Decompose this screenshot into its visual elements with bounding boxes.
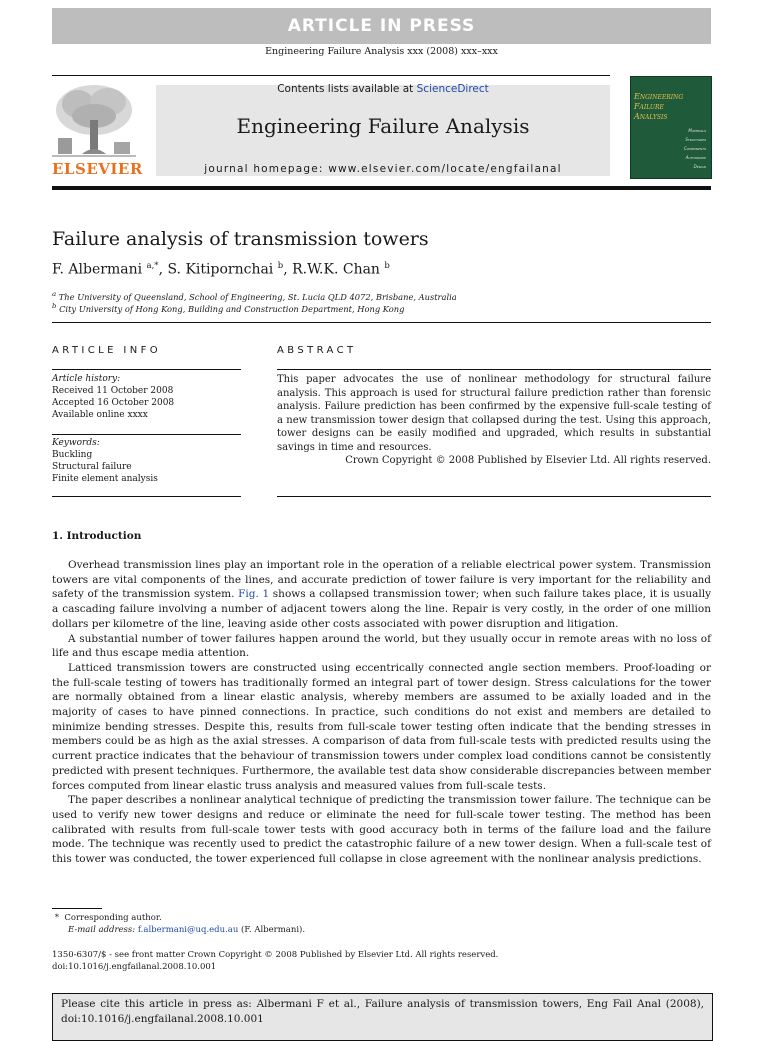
author-list: F. Albermani $^{a,*}$, S. Kitipornchai $^b$, R.W.K. Chan $^b$: [52, 261, 390, 278]
author-affiliation-mark[interactable]: b: [277, 261, 284, 271]
history-label: Article history:: [52, 374, 121, 384]
header-divider: [52, 322, 711, 323]
email-link[interactable]: f.albermani@uq.edu.au: [137, 925, 239, 935]
intro-paragraph-3: Latticed transmission towers are constructed using eccentrically connected angle section members. Proof-loading or the full-scale testing of towers has traditionally formed an integral part of tower design. Stress calculations for the tower are normally obtained from a linear elastic analysis, whereby members are assumed to be axially loaded and in the majority of cases to have pinned connections. In practice, such conditions do not exist and members are detailed to minimize bending stresses. Despite this, results from full-scale tower testing often indicate that the bending stresses in members could be as high as the axial stresses. A comparison of data from full-scale tests with predicted results using the current practice indicates that the behaviour of transmission towers under complex load conditions cannot be consistently predicted with present techniques. Furthermore, the available test data show considerable discrepancies between member forces computed from linear elastic truss analysis and measured values from full-scale tests.: [52, 661, 711, 792]
article-history: [52, 373, 241, 421]
intro-paragraph-1: Overhead transmission lines play an important role in the operation of a reliable electrical power system. Transmission towers are vital components of the lines, and accurate prediction of tower failure is very important for the reliability and safety of the transmission system. Fig. 1 shows a collapsed transmission tower; when such failure takes place, it is usually a cascading failure involving a number of adjacent towers along the line. Repair is very costly, in the order of one million dollars per kilometre of the line, leaving aside other costs associated with power disruption and litigation.: [52, 559, 711, 630]
author-name: S. Kitipornchai: [167, 261, 274, 278]
history-online: Available online xxxx: [52, 410, 148, 420]
cover-subjects: Materials Structures Components Authorship Design: [683, 128, 706, 169]
keywords-block: [52, 437, 241, 485]
history-received: Received 11 October 2008: [52, 386, 174, 396]
journal-homepage[interactable]: journal homepage: www.elsevier.com/locate/engfailanal: [204, 163, 562, 175]
abstract-body: [277, 373, 711, 468]
abstract-rule: [277, 369, 711, 370]
keywords-label: Keywords:: [52, 438, 100, 448]
keyword: Structural failure: [52, 462, 132, 472]
author-name: R.W.K. Chan: [292, 261, 380, 278]
article-title: Failure analysis of transmission towers: [52, 228, 429, 250]
abstract-bottom-rule: [277, 496, 711, 497]
article-info-bottom-rule: [52, 496, 241, 497]
contents-line: [156, 83, 610, 95]
issn-line: 1350-6307/$ - see front matter Crown Copyright © 2008 Published by Elsevier Ltd. All rights reserved.: [52, 950, 499, 960]
masthead-bottom-rule: [52, 186, 711, 190]
article-info-heading: ARTICLE INFO: [52, 345, 162, 356]
abstract-copyright: Crown Copyright © 2008 Published by Elsevier Ltd. All rights reserved.: [345, 455, 711, 466]
intro-paragraph-4: The paper describes a nonlinear analytical technique of predicting the transmission tower failure. The technique can be used to verify new tower designs and reduce or eliminate the need for full-scale tower testing. The method has been calibrated with results from full-scale tower tests with good accuracy both in terms of the failure load and the failure mode. The technique was recently used to predict the catastrophic failure of a new tower design. When a full-scale test of this tower was conducted, the tower experienced full collapse in close agreement with the nonlinear analysis predictions.: [52, 794, 711, 866]
article-in-press-banner: ARTICLE IN PRESS: [52, 8, 711, 44]
citation-box: Please cite this article in press as: Albermani F et al., Failure analysis of transmission towers, Eng Fail Anal (2008), doi:10.1016/j.engfailanal.2008.10.001: [52, 993, 713, 1041]
author-affiliation-mark[interactable]: a,*: [146, 261, 159, 271]
intro-paragraph-2: A substantial number of tower failures happen around the world, but they usually occur in remote areas with no loss of life and thus escape media attention.: [52, 632, 711, 660]
sciencedirect-link[interactable]: ScienceDirect: [416, 83, 489, 95]
author-affiliation-mark[interactable]: b: [384, 261, 390, 271]
abstract-text: This paper advocates the use of nonlinear methodology for structural failure analysis. This approach is used for structural failure prediction rather than forensic analysis. Failure prediction has been confirmed by the expensive full-scale testing of a new transmission tower design that collapsed during the test. Using this approach, tower designs can be easily modified and upgraded, which results in substantial savings in time and resources.: [277, 374, 711, 453]
contents-prefix: Contents lists available at: [277, 83, 414, 95]
history-accepted: Accepted 16 October 2008: [52, 398, 175, 408]
cover-title: Engineering Failure Analysis Materials Structures Components Authorship Design: [634, 92, 706, 169]
figure-1-link[interactable]: Fig. 1: [238, 588, 270, 601]
keyword: Finite element analysis: [52, 474, 158, 484]
abstract-heading: ABSTRACT: [277, 345, 357, 356]
doi-line[interactable]: doi:10.1016/j.engfailanal.2008.10.001: [52, 962, 217, 972]
journal-reference: Engineering Failure Analysis xxx (2008) xxx–xxx: [265, 46, 498, 57]
footnote-rule: [52, 908, 102, 909]
introduction-body: [52, 558, 711, 867]
article-info-rule: [52, 369, 241, 370]
journal-name: Engineering Failure Analysis: [236, 114, 530, 138]
keywords-rule: [52, 434, 241, 435]
author-name: F. Albermani: [52, 261, 143, 278]
affiliation: $^b$ City University of Hong Kong, Building and Construction Department, Hong Kong: [52, 302, 405, 314]
masthead-top-rule: [52, 75, 610, 76]
introduction-heading: 1. Introduction: [52, 530, 142, 542]
elsevier-logo: ELSEVIER: [52, 160, 143, 178]
elsevier-tree-icon: [52, 82, 136, 160]
affiliation: $^a$ The University of Queensland, School of Engineering, St. Lucia QLD 4072, Brisbane, Australia: [52, 290, 457, 302]
corresponding-author-note: * Corresponding author.: [54, 913, 162, 923]
keyword: Buckling: [52, 450, 93, 460]
email-note: E-mail address: f.albermani@uq.edu.au (F. Albermani).: [68, 925, 306, 935]
